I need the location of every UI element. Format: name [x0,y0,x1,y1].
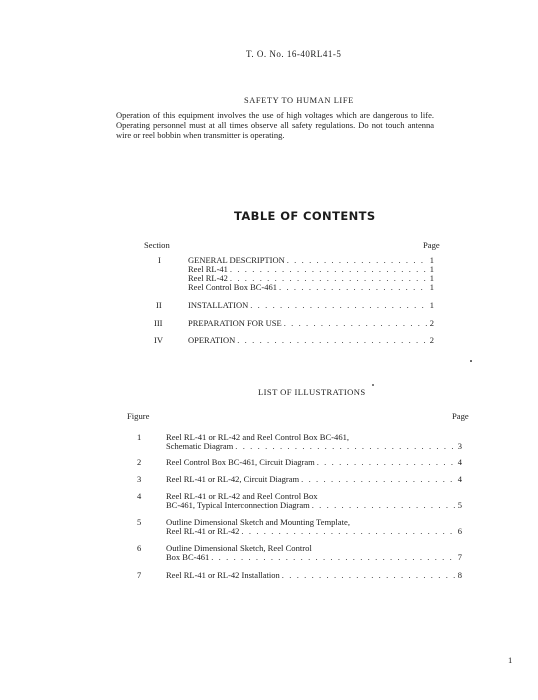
dot-leader [284,318,428,328]
toc-entry-page: 1 [429,282,434,292]
toc-section-number: II [156,300,162,310]
figure-page: 5 [457,500,462,510]
figure-number: 1 [137,432,142,442]
figure-entry [166,552,462,562]
figure-entry [166,500,462,510]
figure-number: 6 [137,543,142,553]
figure-entry [166,526,462,536]
dot-leader [241,526,455,536]
toc-entry-title: INSTALLATION [188,300,249,310]
figure-title: BC-461, Typical Interconnection Diagram [166,500,310,510]
toc-entry-title: Reel RL-42 [188,273,228,283]
page-number: 1 [508,655,513,665]
figure-title-line: Outline Dimensional Sketch, Reel Control [166,543,312,553]
dot-leader [235,441,455,451]
figure-title-line: Reel RL-41 or RL-42 and Reel Control Box [166,491,318,501]
toc-entry [188,282,434,292]
figure-number: 5 [137,517,142,527]
toc-entry-page: 1 [429,273,434,283]
toc-entry-title: Reel Control Box BC-461 [188,282,278,292]
figure-title-line: Outline Dimensional Sketch and Mounting Template, [166,517,350,527]
dot-leader [312,500,456,510]
figure-page: 6 [457,526,462,536]
figure-number: 4 [137,491,142,501]
figure-number: 3 [137,474,142,484]
figure-title: Schematic Diagram [166,441,234,451]
toc-entry [188,300,434,310]
toc-section-number: I [158,255,161,265]
toc-entry-title: OPERATION [188,335,236,345]
figure-page: 8 [457,570,462,580]
figure-number: 7 [137,570,142,580]
toc-section-number: III [154,318,163,328]
figure-page: 4 [457,474,462,484]
toc-section-number: IV [154,335,163,345]
figure-title: Reel RL-41 or RL-42, Circuit Diagram [166,474,300,484]
toc-entry [188,318,434,328]
toc-page-header: Page [423,240,440,250]
illustrations-title: LIST OF ILLUSTRATIONS [258,387,366,397]
scan-speck [372,384,374,386]
figure-entry [166,474,462,484]
dot-leader [250,300,428,310]
toc-entry-page: 2 [429,318,434,328]
toc-entry-page: 1 [429,255,434,265]
figure-title: Box BC-461 [166,552,210,562]
toc-entry-page: 1 [429,264,434,274]
dot-leader [282,570,456,580]
scan-speck [470,360,472,362]
dot-leader [211,552,456,562]
toc-section-header: Section [144,240,170,250]
toc-title: TABLE OF CONTENTS [234,209,376,223]
toc-entry-page: 1 [429,300,434,310]
toc-entry-title: Reel RL-41 [188,264,228,274]
figure-title: Reel RL-41 or RL-42 Installation [166,570,280,580]
figure-page: 7 [457,552,462,562]
illustrations-figure-header: Figure [127,411,150,421]
safety-title: SAFETY TO HUMAN LIFE [244,96,354,105]
figure-title-line: Reel RL-41 or RL-42 and Reel Control Box BC-461, [166,432,350,442]
toc-entry-title: GENERAL DESCRIPTION [188,255,285,265]
document-number: T. O. No. 16-40RL41-5 [246,49,342,59]
dot-leader [301,474,456,484]
figure-entry [166,570,462,580]
toc-entry [188,335,434,345]
toc-entry-page: 2 [429,335,434,345]
illustrations-page-header: Page [452,411,469,421]
figure-page: 3 [457,441,462,451]
dot-leader [237,335,428,345]
toc-entry-title: PREPARATION FOR USE [188,318,282,328]
figure-page: 4 [457,457,462,467]
figure-entry [166,441,462,451]
dot-leader [279,282,428,292]
figure-number: 2 [137,457,142,467]
safety-warning-text: Operation of this equipment involves the use of high voltages which are dangerous to life. Operating personnel must at all times observe all safety regulations. Do not touch antenna wire or reel bobbin when transmitter is operating. [116,110,434,140]
dot-leader [317,457,456,467]
figure-title: Reel RL-41 or RL-42 [166,526,240,536]
figure-title: Reel Control Box BC-461, Circuit Diagram [166,457,315,467]
figure-entry [166,457,462,467]
